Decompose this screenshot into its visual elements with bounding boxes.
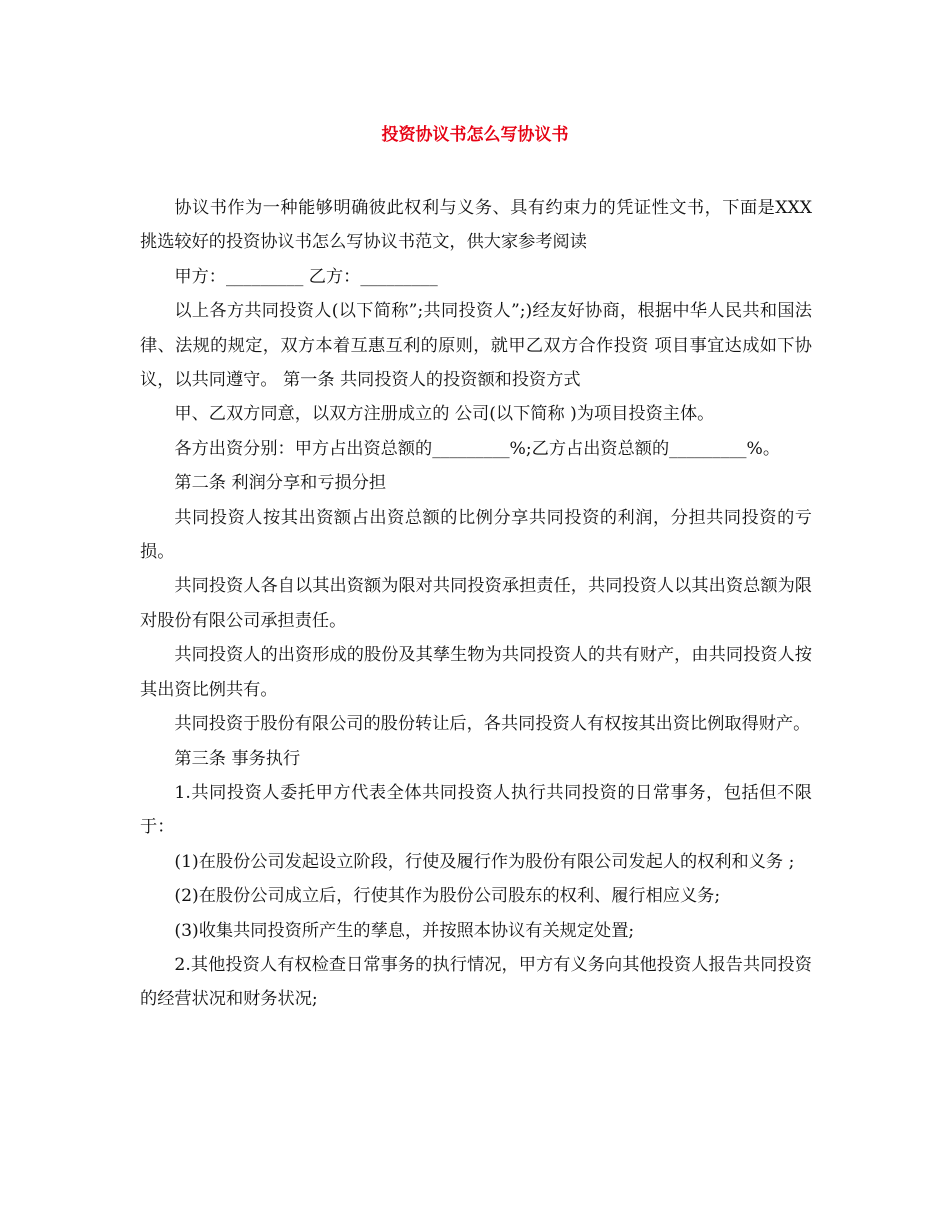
article-two-heading: 第二条 利润分享和亏损分担 [174, 473, 387, 494]
parties-line: 甲方：_________ 乙方：_________ [174, 266, 438, 287]
liability-paragraph: 共同投资人各自以其出资额为限对共同投资承担责任，共同投资人以其出资总额为限对股份有限公司承担责任。 [140, 576, 812, 631]
investment-entity-paragraph: 甲、乙双方同意，以双方注册成立的 公司(以下简称 )为项目投资主体。 [174, 404, 715, 425]
clause-1-item-1: (1)在股份公司发起设立阶段，行使及履行作为股份有限公司发起人的权利和义务 ; [174, 851, 795, 872]
article-three-heading: 第三条 事务执行 [174, 748, 301, 769]
clause-1-item-2: (2)在股份公司成立后，行使其作为股份公司股东的权利、履行相应义务; [174, 886, 721, 907]
intro-paragraph: 协议书作为一种能够明确彼此权利与义务、具有约束力的凭证性文书，下面是XXX挑选较好的投资协议书怎么写协议书范文，供大家参考阅读 [140, 198, 812, 253]
clause-2-paragraph: 2.其他投资人有权检查日常事务的执行情况，甲方有义务向其他投资人报告共同投资的经营状况和财务状况; [140, 954, 812, 1010]
share-transfer-paragraph: 共同投资于股份有限公司的股份转让后，各共同投资人有权按其出资比例取得财产。 [174, 714, 811, 735]
document-title: 投资协议书怎么写协议书 [381, 125, 569, 145]
document-body [140, 191, 812, 1017]
preamble-paragraph: 以上各方共同投资人(以下简称”;共同投资人”;)经友好协商，根据中华人民共和国法律、法规的规定，双方本着互惠互利的原则，就甲乙双方合作投资 项目事宜达成如下协议，以共同遵守。 第一条 共同投资人的投资额和投资方式 [140, 301, 812, 391]
clause-1-paragraph: 1.共同投资人委托甲方代表全体共同投资人执行共同投资的日常事务，包括但不限于： [140, 782, 812, 838]
profit-sharing-paragraph: 共同投资人按其出资额占出资总额的比例分享共同投资的利润，分担共同投资的亏损。 [140, 507, 812, 563]
clause-1-item-3: (3)收集共同投资所产生的孳息，并按照本协议有关规定处置; [174, 920, 635, 941]
joint-property-paragraph: 共同投资人的出资形成的股份及其孳生物为共同投资人的共有财产，由共同投资人按其出资比例共有。 [140, 645, 812, 700]
contribution-ratio-paragraph: 各方出资分别：甲方占出资总额的_________%;乙方占出资总额的_________%。 [174, 438, 781, 459]
